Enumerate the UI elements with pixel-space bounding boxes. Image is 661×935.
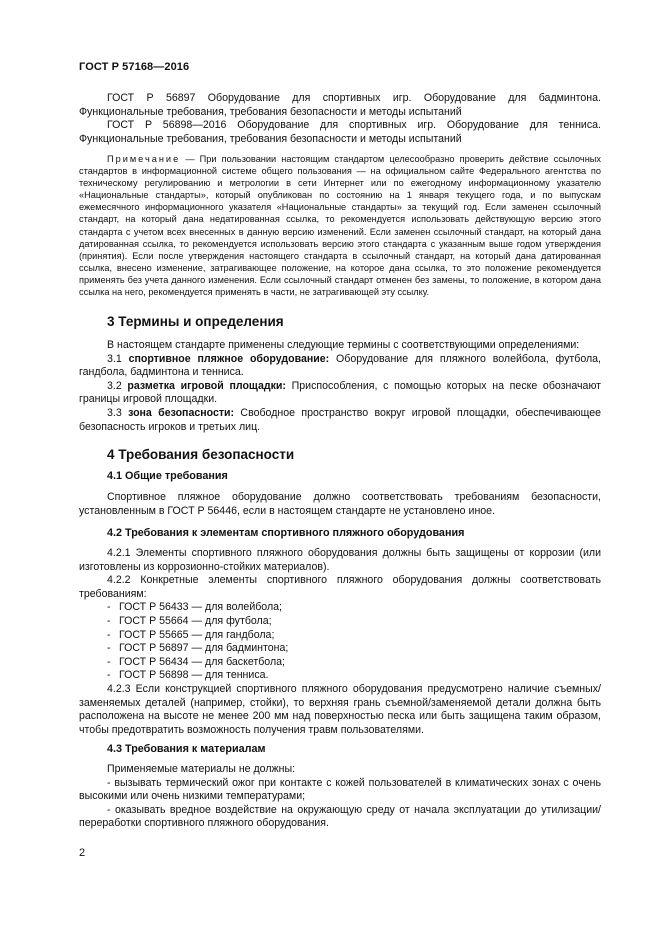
clause-4-2-1: 4.2.1 Элементы спортивного пляжного оборудования должны быть защищены от коррозии (или изготовлены из коррозионно-стойких материалов). xyxy=(79,547,601,573)
section-4-title: 4 Требования безопасности xyxy=(107,447,295,462)
term-item: 3.2 разметка игровой площадки: Приспособления, с помощью которых на песке обозначают границы игровой площадки. xyxy=(79,379,602,406)
clause-4-2-2: 4.2.2 Конкретные элементы спортивного пляжного оборудования должны соответствовать требованиям: xyxy=(79,574,601,600)
note-block xyxy=(79,153,601,298)
list-item: - ГОСТ Р 55664 — для футбола; xyxy=(107,614,272,627)
section-4-2-title: 4.2 Требования к элементам спортивного пляжного оборудования xyxy=(107,527,465,539)
list-item: - ГОСТ Р 56434 — для баскетбола; xyxy=(107,655,285,668)
references-block xyxy=(79,92,601,146)
reference-item: ГОСТ Р 56897 Оборудование для спортивных игр. Оборудование для бадминтона. Функциональные требования, требования безопасности и методы испытаний xyxy=(79,92,601,118)
list-item: - ГОСТ Р 55665 — для гандбола; xyxy=(107,628,275,641)
clause-4-2-3: 4.2.3 Если конструкцией спортивного пляжного оборудования предусмотрено наличие съемных/заменяемых деталей (например, стойки), то верхняя грань съемной/заменяемой детали должна быть расположена на высоте не менее 200 мм над поверхностью песка или быть защищена таким образом, чтобы предотвратить возможность получения травм пользователями. xyxy=(79,682,601,736)
list-item: - ГОСТ Р 56433 — для волейбола; xyxy=(107,601,282,614)
section-4-3-title: 4.3 Требования к материалам xyxy=(107,743,266,755)
section-4-1-body xyxy=(79,491,601,518)
section-4-1-text: Спортивное пляжное оборудование должно соответствовать требованиям безопасности, установленным в ГОСТ Р 56446, если в настоящем стандарте не установлено иное. xyxy=(79,491,601,517)
section-4-3-body xyxy=(79,763,601,831)
note-paragraph: Примечание — При пользовании настоящим стандартом целесообразно проверить действие ссылочных стандартов в информационной системе общего пользования — на официальном сайте Федерального агентства по техническому регулированию и метрологии в сети Интернет или по ежегодному информационному указателю «Национальные стандарты», который опубликован по состоянию на 1 января текущего года, и по выпускам ежемесячного информационного указателя «Национальные стандарты» за текущий год. Если заменен ссылочный стандарт, на который дана недатированная ссылка, то рекомендуется использовать действующую версию этого стандарта с учетом всех внесенных в данную версию изменений. Если заменен ссылочный стандарт, на который дана датированная ссылка, то рекомендуется использовать версию этого стандарта с указанным выше годом утверждения (принятия). Если после утверждения настоящего стандарта в ссылочный стандарт, на который дана датированная ссылка, внесено изменение, затрагивающее положение, на которое дана ссылка, то это положение рекомендуется применять без учета данного изменения. Если ссылочный стандарт отменен без замены, то положение, в котором дана ссылка на него, рекомендуется применять в части, не затрагивающей эту ссылку. xyxy=(79,154,601,298)
document-header: ГОСТ Р 57168—2016 xyxy=(79,61,190,73)
page-number: 2 xyxy=(79,847,86,859)
section-4-1-title: 4.1 Общие требования xyxy=(107,470,228,482)
note-label: Примечание xyxy=(107,154,181,164)
list-item: - ГОСТ Р 56897 — для бадминтона; xyxy=(107,642,289,655)
section-4-2-body xyxy=(79,547,601,737)
list-item: - ГОСТ Р 56898 — для тенниса. xyxy=(107,669,269,682)
section-3-body xyxy=(79,339,601,434)
section-3-intro: В настоящем стандарте применены следующие термины с соответствующими определениями: xyxy=(107,339,580,351)
section-3-title: 3 Термины и определения xyxy=(107,314,284,329)
term-item: 3.1 спортивное пляжное оборудование: Оборудование для пляжного волейбола, футбола, гандбола, бадминтона и тенниса. xyxy=(79,352,601,379)
section-4-3-intro: Применяемые материалы не должны: xyxy=(107,763,296,775)
term-item: 3.3 зона безопасности: Свободное пространство вокруг игровой площадки, обеспечивающее безопасность игроков и третьих лиц. xyxy=(79,406,601,433)
material-requirement: - оказывать вредное воздействие на окружающую среду от начала эксплуатации до утилизации/переработки спортивного пляжного оборудования. xyxy=(79,803,601,830)
reference-item: ГОСТ Р 56898—2016 Оборудование для спортивных игр. Оборудование для тенниса. Функциональные требования, требования безопасности и методы испытаний xyxy=(79,119,601,145)
material-requirement: - вызывать термический ожог при контакте с кожей пользователей в климатических зонах с очень высокими или очень низкими температурами; xyxy=(79,776,601,803)
